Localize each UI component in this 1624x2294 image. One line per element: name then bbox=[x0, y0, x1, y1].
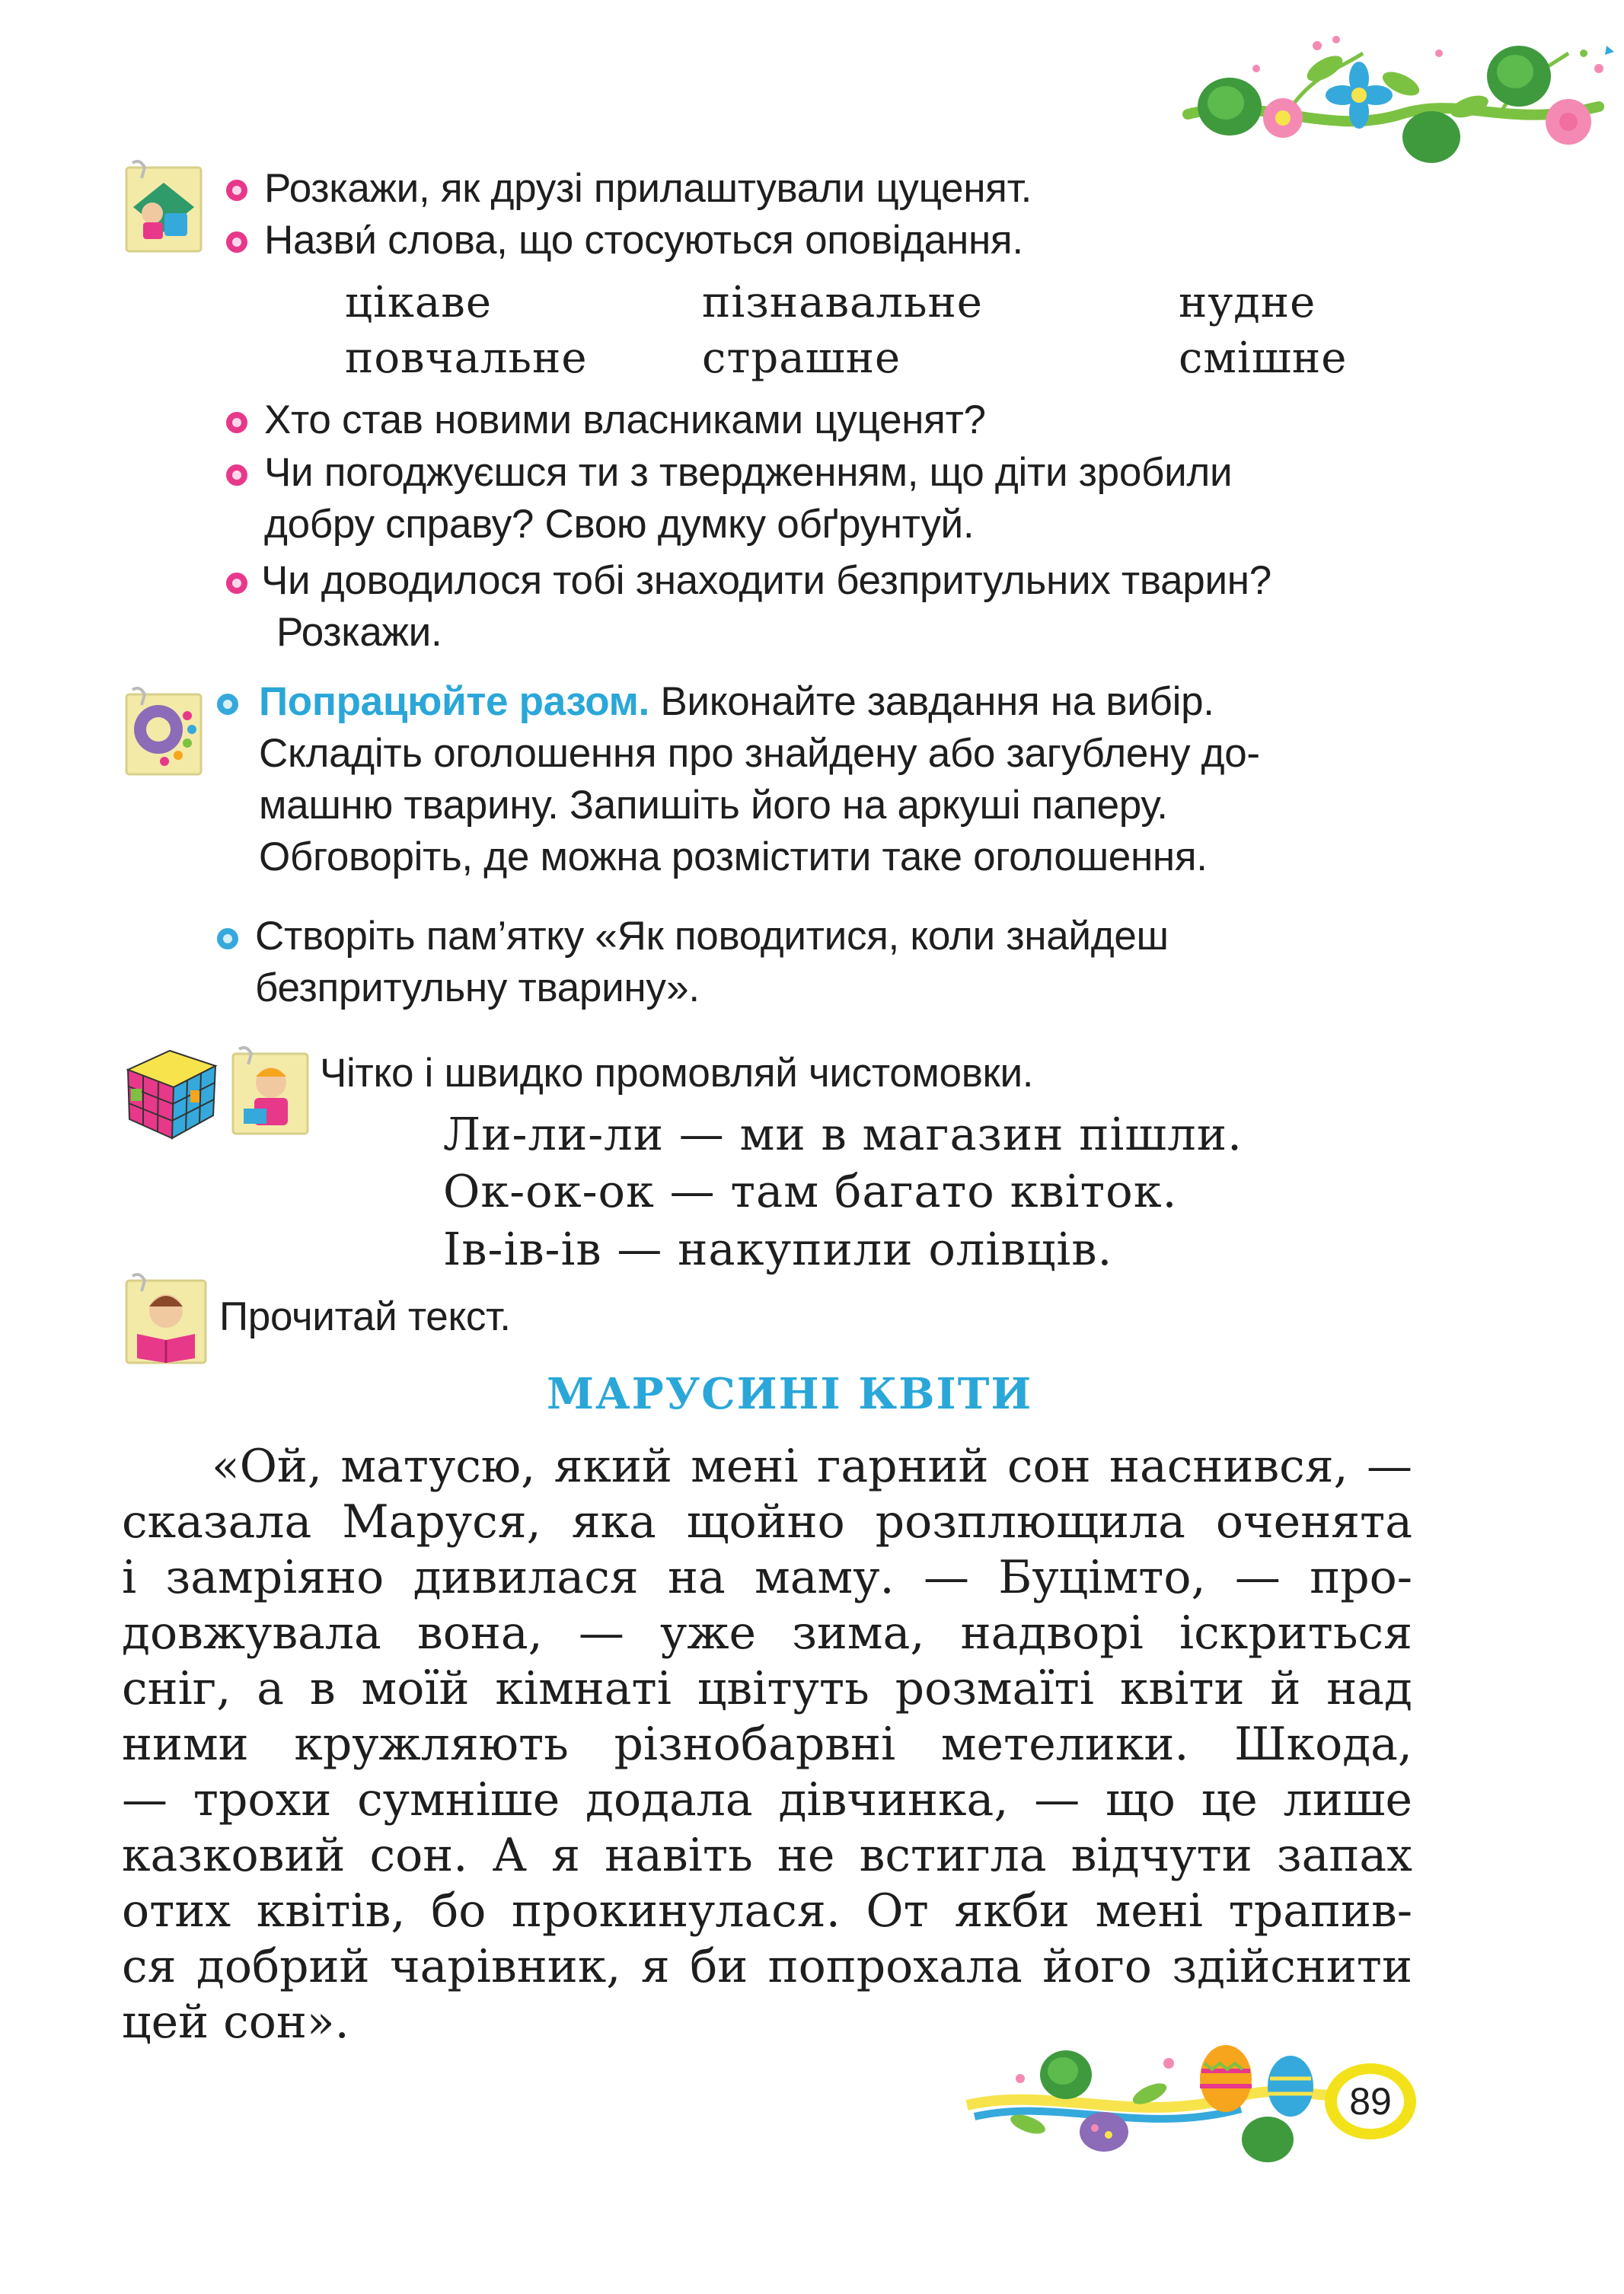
bullet-icon bbox=[217, 928, 238, 949]
tongue-twister-line: Ли-ли-ли — ми в магазин пішли. bbox=[443, 1108, 1243, 1160]
rubiks-cube-icon bbox=[120, 1043, 223, 1142]
speaking-child-icon bbox=[228, 1045, 314, 1140]
story-line: — трохи сумніше додала дівчинка, — що це лише bbox=[122, 1773, 1412, 1827]
reading-instruction: Прочитай текст. bbox=[219, 1294, 511, 1339]
story-line: сказала Маруся, яка щойно розплющила оченята bbox=[122, 1495, 1412, 1549]
story-line: сніг, а в моїй кімнаті цвітуть розмаїті квіти й над bbox=[122, 1662, 1412, 1715]
story-title: МАРУСИНІ КВІТИ bbox=[547, 1369, 1033, 1419]
discussion-task-icon bbox=[122, 160, 207, 257]
bullet-icon bbox=[226, 464, 247, 486]
bullet-icon bbox=[226, 412, 247, 433]
word-option: страшне bbox=[702, 333, 901, 383]
bullet-icon bbox=[226, 180, 247, 201]
story-line: ними кружляють різнобарвні метелики. Шкода, bbox=[122, 1718, 1412, 1771]
bullet-icon bbox=[226, 231, 247, 253]
group-work-icon bbox=[122, 685, 207, 780]
story-line: «Ой, матусю, який мені гарний сон наснився, — bbox=[212, 1440, 1412, 1493]
question-stray-line2: Розкажи. bbox=[276, 610, 442, 655]
story-line: отих квітів, бо прокинулася. От якби мені трапив- bbox=[122, 1884, 1412, 1938]
story-line: цей сон». bbox=[122, 1996, 349, 2049]
group-task-line4: Обговоріть, де можна розмістити таке оголошення. bbox=[259, 834, 1208, 879]
question-agree-line1: Чи погоджуєшся ти з твердженням, що діти зробили bbox=[264, 450, 1233, 495]
question-stray-line1: Чи доводилося тобі знаходити безпритульних тварин? bbox=[261, 558, 1271, 603]
word-option: нудне bbox=[1179, 278, 1316, 327]
page-number: 89 bbox=[1349, 2080, 1392, 2123]
question-new-owners: Хто став новими власниками цуценят? bbox=[264, 397, 986, 442]
bullet-icon bbox=[226, 573, 247, 594]
word-option: повчальне bbox=[345, 333, 588, 383]
group-task-option2-line1: Створіть пам’ятку «Як поводитися, коли знайдеш bbox=[255, 914, 1169, 959]
story-text bbox=[122, 1439, 1412, 2050]
question-retell: Розкажи, як друзі прилаштували цуценят. bbox=[264, 166, 1032, 211]
reading-child-icon bbox=[122, 1271, 212, 1369]
tongue-twister-line: Ок-ок-ок — там багато квіток. bbox=[443, 1165, 1178, 1217]
word-option: пізнавальне bbox=[702, 278, 983, 327]
story-line: довжувала вона, — уже зима, надворі іскриться bbox=[122, 1606, 1412, 1660]
group-task-option2-line2: безпритульну тварину». bbox=[255, 965, 700, 1010]
tongue-twister-instruction: Чітко і швидко промовляй чистомовки. bbox=[320, 1051, 1034, 1096]
group-task-line3: машню тварину. Запишіть його на аркуші паперу. bbox=[259, 783, 1168, 828]
word-option: смішне bbox=[1179, 333, 1348, 383]
group-task-choice-text: Виконайте завдання на вибір. bbox=[649, 679, 1214, 724]
story-line: ся добрий чарівник, я би попрохала його здійснити bbox=[122, 1940, 1412, 1993]
group-task-highlight: Попрацюйте разом. bbox=[259, 679, 649, 724]
question-agree-line2: добру справу? Свою думку обґрунтуй. bbox=[264, 502, 975, 547]
story-line: і замріяно дивилася на маму. — Буцімто, — про- bbox=[122, 1551, 1412, 1604]
bullet-icon bbox=[217, 694, 238, 715]
tongue-twister-line: Ів-ів-ів — накупили олівців. bbox=[443, 1223, 1113, 1275]
group-task-line2: Складіть оголошення про знайдену або загублену до- bbox=[259, 731, 1260, 776]
question-name-words: Назви́ слова, що стосуються оповідання. bbox=[264, 218, 1023, 263]
group-task-line1 bbox=[259, 678, 1214, 725]
story-line: казковий сон. А я навіть не встигла відчути запах bbox=[122, 1829, 1412, 1882]
word-option: цікаве bbox=[345, 278, 492, 327]
floral-decoration-top bbox=[1173, 23, 1622, 175]
